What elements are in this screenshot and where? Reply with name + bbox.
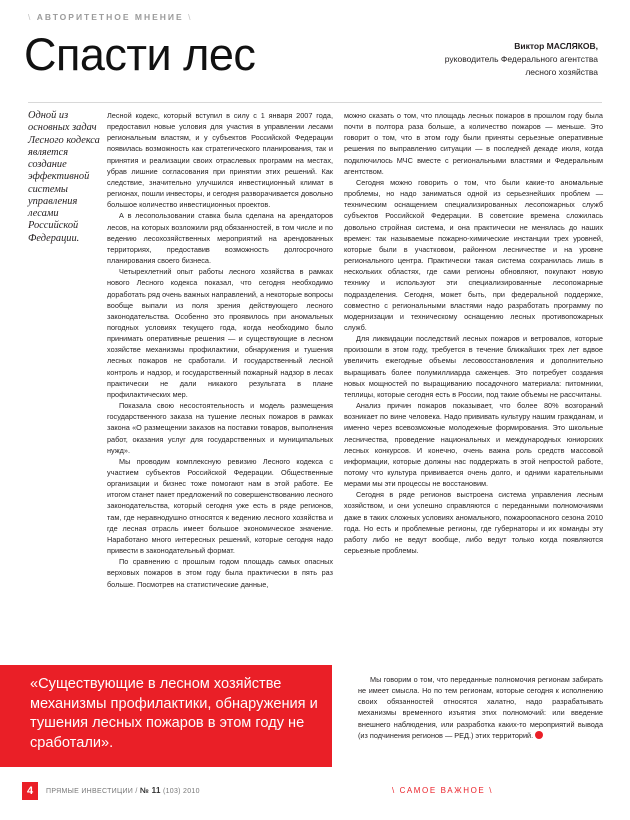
rubric-label: АВТОРИТЕТНОЕ МНЕНИЕ bbox=[36, 12, 184, 22]
magazine-name: ПРЯМЫЕ ИНВЕСТИЦИИ / bbox=[46, 788, 138, 795]
paragraph: можно сказать о том, что площадь лесных пожаров в прошлом году была почти в полтора раза больше, а количество пожаров — меньше. Это говорит о том, что в этом году были приняты серьезные оперативные решения по выправлению ситуации — в последней декаде июля, когда подключилось МЧС вместе с региональными властями и Федеральным агентством. bbox=[344, 111, 603, 176]
author-byline bbox=[445, 40, 598, 80]
pull-quote: «Существующие в лесном хозяйстве механизмы профилактики, обнаружения и тушения лесных пожаров в этом году не сработали». bbox=[30, 676, 318, 752]
rubric: \ АВТОРИТЕТНОЕ МНЕНИЕ \ bbox=[28, 12, 193, 22]
section-label: САМОЕ ВАЖНОЕ bbox=[399, 786, 486, 795]
section-name: \ САМОЕ ВАЖНОЕ \ bbox=[392, 786, 494, 795]
paragraph: Сегодня можно говорить о том, что были какие-то аномальные проблемы, но надо заниматься одной из серьезнейших проблем — техническим оснащением специализированных лесопожарных служб субъектов Российской Федерации. В советские времена сложилась довольно стройная система, и она практически не менялась до наших времен: так называемые пожарно-химические инстанции трех уровней, которые были в участковом, районном лесничестве и на уровне регионального центра. Практически такая система сохранилась лишь в нескольких областях, где сами регионы обновляют, покупают новую технику и используют эти специализированные лесопожарные подразделения. Сегодня, может быть, при федеральной поддержке, совместно с региональными властями надо разработать программу по модернизации и техническому оснащению лесных противопожарных служб. bbox=[344, 177, 603, 332]
page-number: 4 bbox=[22, 782, 38, 800]
end-of-article-mark bbox=[535, 731, 543, 739]
closing-text: Мы говорим о том, что переданные полномочия регионам забирать не имеет смысла. Но по тем регионам, которые сегодня к исполнению своих обязанностей относятся халатно, надо разрабатывать механизмы временного изъятия этих полномочий: или введение внешнего наблюдения, или разработка каких-то мероприятий вывода (из подчинения регионов — РЕД.) этих территорий. bbox=[358, 675, 603, 740]
issue-details: (103) 2010 bbox=[162, 788, 200, 795]
article-column-left bbox=[107, 110, 333, 590]
author-name: Виктор МАСЛЯКОВ, bbox=[514, 41, 598, 51]
header-divider bbox=[28, 102, 602, 103]
page-title: Спасти лес bbox=[24, 29, 256, 80]
pull-quote-box bbox=[0, 665, 332, 767]
issue-number: № 11 bbox=[139, 786, 161, 795]
article-column-right bbox=[344, 110, 603, 556]
paragraph: Анализ причин пожаров показывает, что более 80% возгораний возникает по вине человека. Надо прививать культуру нашим гражданам, и именно через всевозможные молодежные формирования. Это школьные лесничества, проведение национальных и международных юниорских лесных конкурсов. И конечно, очень важна роль средств массовой информации, которые должны нас поддержать в этой непростой работе, потому что культура прививается очень долго, и одними карательными мерами мы эти процессы не восстановим. bbox=[344, 401, 603, 489]
paragraph: Сегодня в ряде регионов выстроена система управления лесным хозяйством, и они успешно справляются с переданными полномочиями даже в таких сложных условиях аномального, пожароопасного сезона 2010 года. Но есть и проблемные регионы, где губернаторы и их команды эту работу либо не ведут вообще, либо ведут только когда появляются серьезные проблемы. bbox=[344, 490, 603, 556]
paragraph: Лесной кодекс, который вступил в силу с 1 января 2007 года, предоставил новые условия для участия в управлении лесами региональным властям, и у субъектов Российской Федерации появилась возможность как стратегического планирования, так и принятия и реализации своих отраслевых программ на местах, убрав лишние согласования при принятии этих решений. Как следствие, значительно улучшился инвестиционный климат в регионах, пошли инвесторы, и сегодня разворачивается довольно большое количество инвестиционных проектов. bbox=[107, 111, 333, 210]
paragraph: Мы проводим комплексную ревизию Лесного кодекса с участием субъектов Российской Федерации. Общественные организации и бизнес тоже помогают нам в этой работе. Ее итогом станет пакет предложений по совершенствованию лесного законодательства, который сегодня уже есть в ряде регионов, там, где неравнодушно относятся к ведению лесного хозяйства и где лесная отрасль имеет большое экономическое значение. Наработано много интересных решений, которые сегодня надо привести в законодательный формат. bbox=[107, 456, 333, 556]
paragraph: Для ликвидации последствий лесных пожаров и ветровалов, которые произошли в этом году, требуется в течение ближайших трех лет вдвое увеличить ежегодные объемы лесовосстановления и дополнительно выращивать более полумиллиарда саженцев. Это потребует создания новых мощностей по выращиванию посадочного материала: питомники, теплицы, которые сегодня есть в России, под такие объемы не рассчитаны. bbox=[344, 334, 603, 399]
paragraph: Четырехлетний опыт работы лесного хозяйства в рамках нового Лесного кодекса показал, что сегодня необходимо доработать ряд очень важных направлений, а некоторые вопросы вообще выпали из поля зрения действующего лесного законодательства. Особенно это проявилось при аномальных погодных условиях текущего года, когда необходимо было принимать оперативные решения — и существующие в лесном хозяйстве механизмы профилактики, обнаружения и тушения лесных пожаров не сработали. И государственный лесной контроль и надзор, и государственный пожарный надзор в лесах практически не дали никакого результата в плане профилактических мер. bbox=[107, 267, 333, 399]
author-role-line-1: руководитель Федерального агентства bbox=[444, 54, 598, 65]
page-footer bbox=[0, 780, 630, 820]
paragraph: По сравнению с прошлым годом площадь самых опасных верховых пожаров в этом году была практически в пять раз больше. Посмотрев на статистические данные, bbox=[107, 557, 333, 589]
article-closing-paragraph bbox=[358, 674, 603, 741]
paragraph: А в лесопользовании ставка была сделана на арендаторов лесов, на которых возложили ряд обязанностей, в том числе и по ведению лесохозяйственных мероприятий на арендованных территориях, предоставив возможность долгосрочного планирования своего бизнеса. bbox=[107, 211, 333, 266]
lead-paragraph: Одной из основных задач Лесного кодекса является создание эффективной системы управления лесами Российской Федерации. bbox=[28, 110, 100, 244]
paragraph: Показала свою несостоятельность и модель размещения государственного заказа на тушение лесных пожаров в рамках закона «О размещении заказов на поставки товаров, выполнения работ, оказания услуг для государственных и муниципальных нужд». bbox=[107, 401, 333, 455]
magazine-title bbox=[46, 786, 200, 795]
author-role-line-2: лесного хозяйства bbox=[525, 67, 598, 78]
